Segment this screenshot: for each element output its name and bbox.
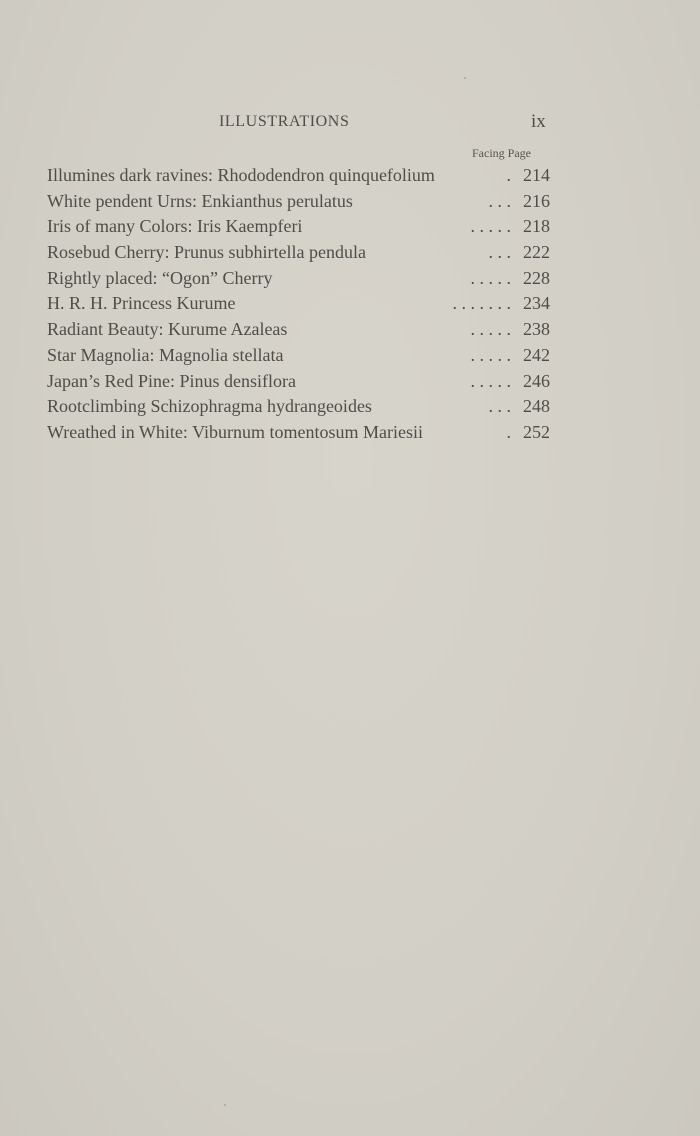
facing-page-number: 234	[523, 293, 550, 314]
dot-leader: . . . . .	[470, 344, 511, 365]
illustration-title: Radiant Beauty: Kurume Azaleas	[47, 319, 288, 340]
list-item	[47, 421, 550, 447]
list-item	[47, 370, 550, 396]
dot-leader: . . . . .	[470, 216, 511, 237]
dot-leader: .	[506, 165, 511, 185]
list-item	[47, 344, 550, 370]
list-item	[47, 190, 550, 216]
facing-page-number: 248	[523, 396, 550, 417]
dot-leader: . . . . .	[470, 267, 511, 288]
list-item	[47, 215, 550, 241]
list-item	[47, 241, 550, 267]
dot-leader: . . . . .	[470, 319, 511, 340]
facing-page-number: 218	[523, 216, 550, 237]
dot-leader: .	[506, 421, 511, 442]
paper-speck	[224, 1104, 226, 1106]
illustration-title: Rootclimbing Schizophragma hydrangeoides	[47, 396, 372, 417]
list-item	[47, 267, 550, 293]
paper-speck	[464, 77, 466, 79]
facing-page-number: 238	[523, 319, 550, 340]
running-head-title: ILLUSTRATIONS	[219, 113, 350, 130]
facing-page-number: 246	[523, 370, 550, 391]
facing-page-number: 252	[523, 421, 550, 442]
facing-page-number: 216	[523, 190, 550, 211]
list-item	[47, 292, 550, 318]
page-number-folio: ix	[531, 111, 546, 132]
illustration-title: White pendent Urns: Enkianthus perulatus	[47, 190, 353, 211]
illustration-title: Iris of many Colors: Iris Kaempferi	[47, 216, 303, 237]
illustration-title: Rosebud Cherry: Prunus subhirtella pendula	[47, 242, 366, 263]
illustration-title: H. R. H. Princess Kurume	[47, 293, 236, 314]
illustration-title: Illumines dark ravines: Rhododendron quinquefolium	[47, 165, 435, 185]
facing-page-label: Facing Page	[472, 146, 531, 160]
illustration-title: Japan’s Red Pine: Pinus densiflora	[47, 370, 296, 391]
facing-page-number: 214	[523, 165, 550, 185]
facing-page-number: 228	[523, 267, 550, 288]
dot-leader: . . .	[488, 396, 511, 417]
illustration-title: Wreathed in White: Viburnum tomentosum Mariesii	[47, 421, 423, 442]
list-item	[47, 395, 550, 421]
illustration-title: Rightly placed: “Ogon” Cherry	[47, 267, 273, 288]
illustration-title: Star Magnolia: Magnolia stellata	[47, 344, 284, 365]
illustrations-list	[47, 164, 550, 447]
dot-leader: . . . . . . .	[452, 293, 511, 314]
facing-page-number: 222	[523, 242, 550, 263]
dot-leader: . . .	[488, 242, 511, 263]
list-item	[47, 318, 550, 344]
dot-leader: . . .	[488, 190, 511, 211]
facing-page-number: 242	[523, 344, 550, 365]
dot-leader: . . . . .	[470, 370, 511, 391]
list-item	[47, 164, 550, 190]
